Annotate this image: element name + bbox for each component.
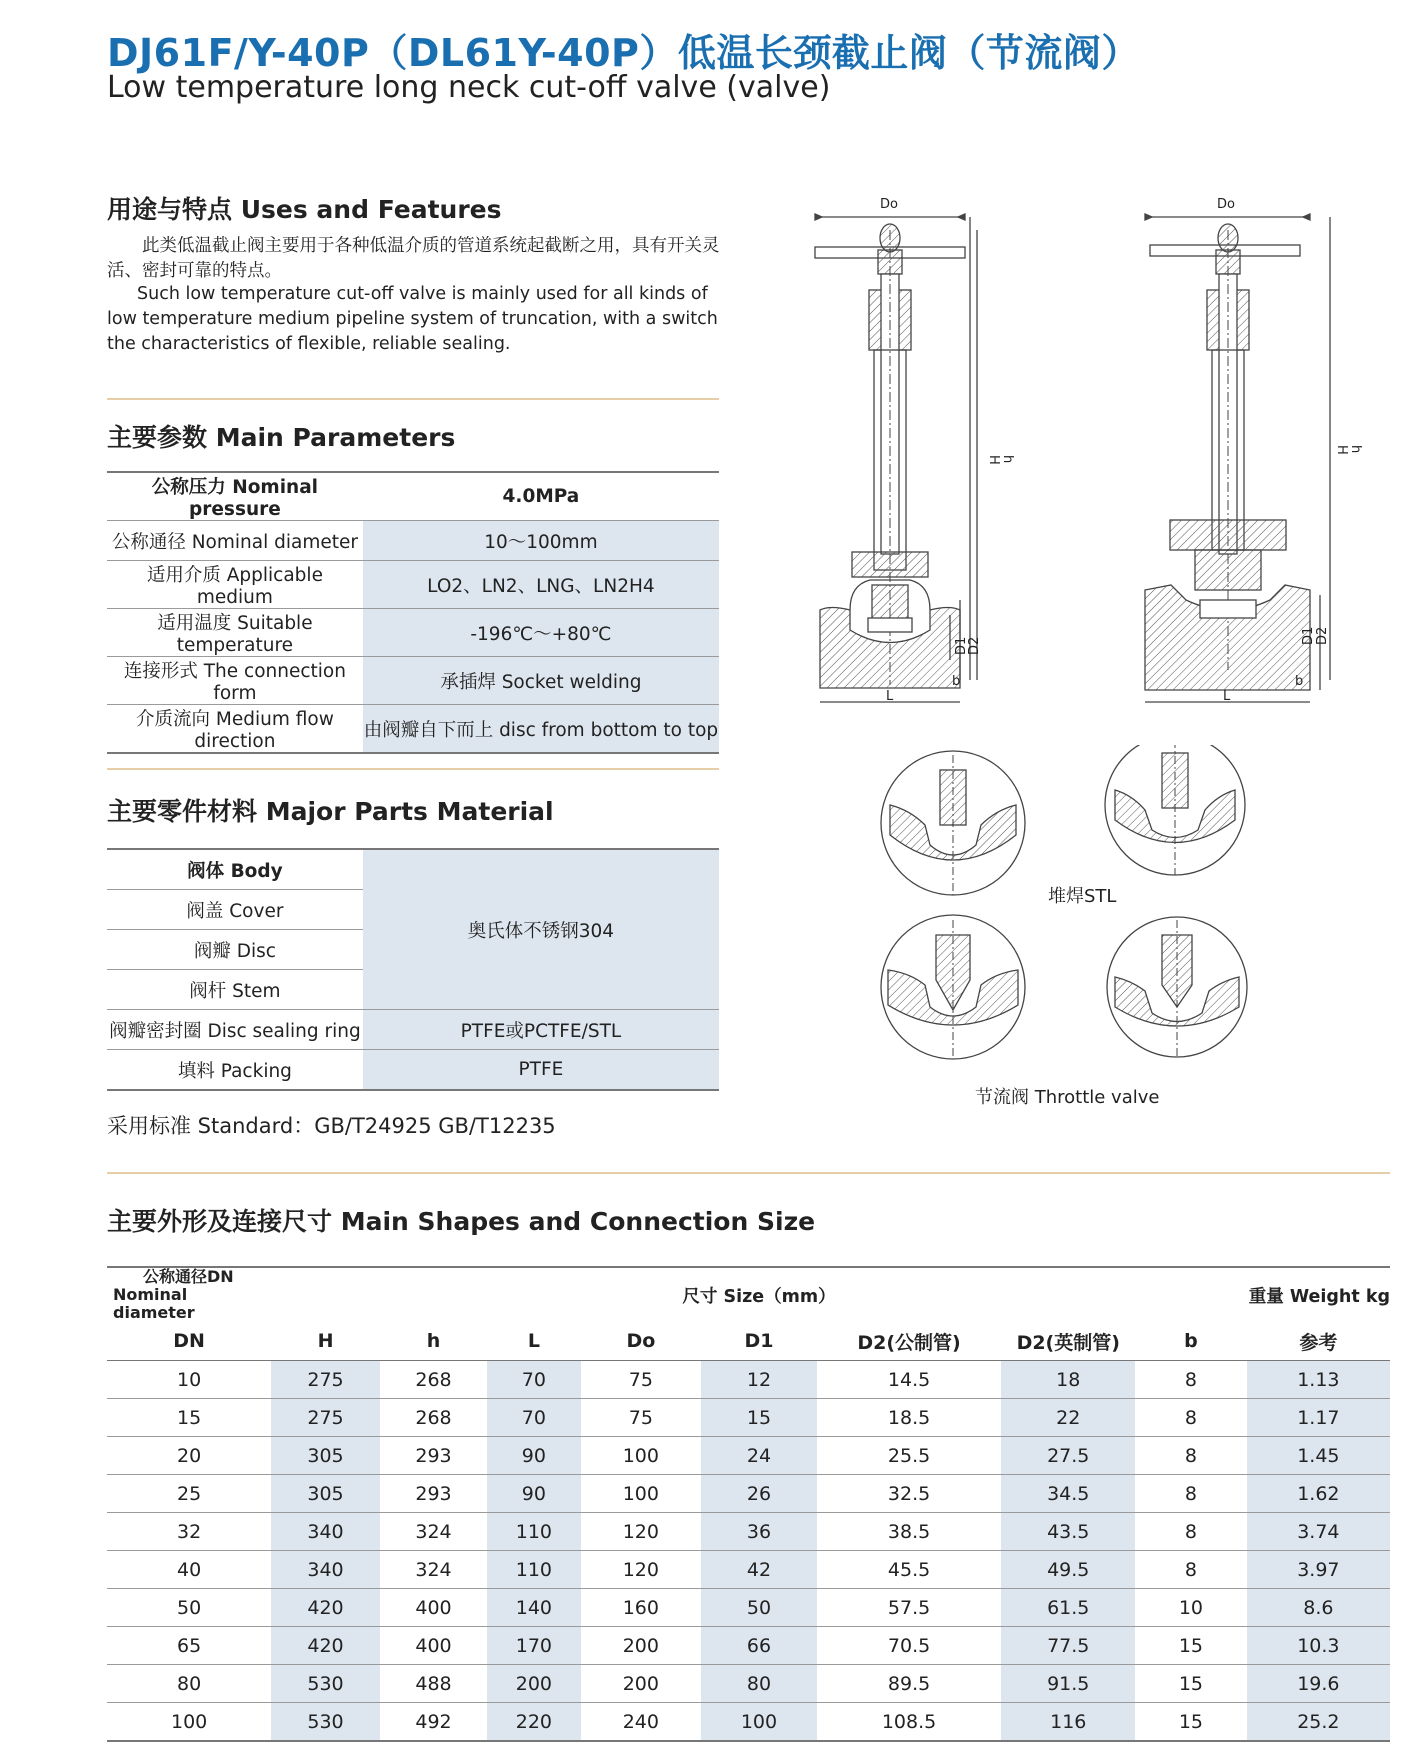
table-cell: 1.17: [1247, 1399, 1390, 1437]
section-divider: [107, 768, 719, 770]
table-cell: 8: [1135, 1513, 1247, 1551]
table-cell: 8: [1135, 1361, 1247, 1399]
param-label: 公称压力 Nominal pressure: [107, 472, 363, 521]
material-part: 阀盖 Cover: [107, 890, 363, 930]
section-divider: [107, 398, 719, 400]
param-value: 由阀瓣自下而上 disc from bottom to top: [363, 705, 719, 754]
table-row: [107, 1513, 1390, 1551]
table-cell: 22: [1001, 1399, 1135, 1437]
table-cell: 15: [1135, 1627, 1247, 1665]
table-cell: 170: [487, 1627, 580, 1665]
table-cell: 90: [487, 1437, 580, 1475]
dim-b-label: b: [952, 674, 961, 689]
table-cell: 38.5: [817, 1513, 1002, 1551]
material-part: 阀体 Body: [107, 849, 363, 890]
table-cell: 75: [581, 1399, 702, 1437]
params-heading: 主要参数 Main Parameters: [107, 423, 456, 452]
material-value: PTFE或PCTFE/STL: [363, 1010, 719, 1050]
detail-throttle-2: [1107, 917, 1247, 1057]
params-row: [107, 657, 719, 705]
param-value: 10～100mm: [363, 521, 719, 561]
table-cell: 36: [701, 1513, 817, 1551]
table-cell: 400: [380, 1589, 487, 1627]
col-header: L: [487, 1322, 580, 1361]
table-cell: 15: [107, 1399, 271, 1437]
materials-table: [107, 848, 719, 1091]
dim-H-label: H: [986, 455, 1001, 465]
size-table: [107, 1266, 1390, 1742]
table-cell: 80: [107, 1665, 271, 1703]
table-cell: 530: [271, 1703, 380, 1742]
caption-stl: 堆焊STL: [1048, 886, 1117, 907]
nominal-diameter-header: [107, 1267, 271, 1322]
params-row: [107, 472, 719, 521]
materials-heading: 主要零件材料 Major Parts Material: [107, 797, 554, 826]
material-part: 阀瓣密封圈 Disc sealing ring: [107, 1010, 363, 1050]
size-heading: 主要外形及连接尺寸 Main Shapes and Connection Size: [107, 1207, 816, 1236]
table-cell: 32: [107, 1513, 271, 1551]
table-cell: 19.6: [1247, 1665, 1390, 1703]
table-cell: 27.5: [1001, 1437, 1135, 1475]
table-cell: 65: [107, 1627, 271, 1665]
table-cell: 24: [701, 1437, 817, 1475]
dim-D2-label: D2: [1315, 626, 1330, 645]
seat-detail-drawings: [870, 745, 1280, 1075]
table-cell: 66: [701, 1627, 817, 1665]
table-cell: 34.5: [1001, 1475, 1135, 1513]
table-cell: 89.5: [817, 1665, 1002, 1703]
page-subtitle: Low temperature long neck cut-off valve (valve): [107, 70, 831, 105]
table-cell: 200: [581, 1665, 702, 1703]
table-cell: 1.13: [1247, 1361, 1390, 1399]
param-label: 适用温度 Suitable temperature: [107, 609, 363, 657]
dim-H-label: H: [1334, 445, 1349, 455]
table-cell: 18: [1001, 1361, 1135, 1399]
table-cell: 100: [701, 1703, 817, 1742]
table-cell: 70: [487, 1361, 580, 1399]
param-value: 承插焊 Socket welding: [363, 657, 719, 705]
dim-D1-label: D1: [954, 636, 969, 655]
table-cell: 8: [1135, 1399, 1247, 1437]
table-row: [107, 1475, 1390, 1513]
col-header: h: [380, 1322, 487, 1361]
table-cell: 25.2: [1247, 1703, 1390, 1742]
page-title: DJ61F/Y-40P（DL61Y-40P）低温长颈截止阀（节流阀）: [107, 31, 1140, 75]
table-cell: 200: [581, 1627, 702, 1665]
table-cell: 120: [581, 1551, 702, 1589]
params-table: [107, 471, 719, 754]
table-cell: 8.6: [1247, 1589, 1390, 1627]
table-row: [107, 1703, 1390, 1742]
table-cell: 8: [1135, 1437, 1247, 1475]
table-cell: 200: [487, 1665, 580, 1703]
params-row: [107, 561, 719, 609]
size-table-body: [107, 1361, 1390, 1742]
valve-drawing-left: [815, 214, 977, 702]
table-cell: 293: [380, 1437, 487, 1475]
size-header-row: [107, 1322, 1390, 1361]
table-cell: 340: [271, 1551, 380, 1589]
table-cell: 100: [107, 1703, 271, 1742]
table-cell: 10: [107, 1361, 271, 1399]
table-cell: 90: [487, 1475, 580, 1513]
material-part: 阀杆 Stem: [107, 970, 363, 1010]
table-row: [107, 1627, 1390, 1665]
table-row: [107, 1551, 1390, 1589]
nominal-cn: 公称通径DN: [143, 1267, 234, 1286]
param-label: 介质流向 Medium flow direction: [107, 705, 363, 754]
size-group-header: 尺寸 Size（mm）: [271, 1267, 1246, 1322]
materials-row: [107, 849, 719, 890]
params-row: [107, 521, 719, 561]
table-cell: 108.5: [817, 1703, 1002, 1742]
table-row: [107, 1437, 1390, 1475]
material-value: PTFE: [363, 1050, 719, 1091]
table-cell: 45.5: [817, 1551, 1002, 1589]
table-cell: 110: [487, 1551, 580, 1589]
col-header: D1: [701, 1322, 817, 1361]
table-cell: 80: [701, 1665, 817, 1703]
valve-drawings: [790, 190, 1410, 730]
col-header: DN: [107, 1322, 271, 1361]
table-cell: 275: [271, 1399, 380, 1437]
section-divider: [107, 1172, 1390, 1174]
table-cell: 57.5: [817, 1589, 1002, 1627]
table-cell: 40: [107, 1551, 271, 1589]
param-label: 适用介质 Applicable medium: [107, 561, 363, 609]
table-cell: 1.62: [1247, 1475, 1390, 1513]
detail-stl-2: [1105, 745, 1245, 875]
table-cell: 268: [380, 1361, 487, 1399]
table-cell: 120: [581, 1513, 702, 1551]
dim-do-label: Do: [1217, 197, 1235, 212]
param-label: 连接形式 The connection form: [107, 657, 363, 705]
material-part: 阀瓣 Disc: [107, 930, 363, 970]
table-cell: 305: [271, 1475, 380, 1513]
param-value: -196℃～+80℃: [363, 609, 719, 657]
uses-en-text: Such low temperature cut-off valve is mainly used for all kinds of low temperature medium pipeline system of truncation, with a switch the characteristics of flexible, reliable sealing.: [107, 284, 718, 354]
table-cell: 50: [107, 1589, 271, 1627]
table-cell: 324: [380, 1551, 487, 1589]
table-cell: 42: [701, 1551, 817, 1589]
table-cell: 61.5: [1001, 1589, 1135, 1627]
uses-cn-text: 此类低温截止阀主要用于各种低温介质的管道系统起截断之用，具有开关灵活、密封可靠的特点。: [107, 236, 720, 281]
param-value: 4.0MPa: [363, 472, 719, 521]
size-header-group-row: [107, 1267, 1390, 1322]
dim-L-label: L: [1223, 689, 1231, 704]
table-cell: 140: [487, 1589, 580, 1627]
table-cell: 1.45: [1247, 1437, 1390, 1475]
table-cell: 10.3: [1247, 1627, 1390, 1665]
table-cell: 49.5: [1001, 1551, 1135, 1589]
table-cell: 77.5: [1001, 1627, 1135, 1665]
materials-row: [107, 1050, 719, 1091]
table-cell: 8: [1135, 1551, 1247, 1589]
table-cell: 18.5: [817, 1399, 1002, 1437]
weight-group-header: 重量 Weight kg: [1247, 1267, 1390, 1322]
nominal-en: Nominal diameter: [113, 1285, 195, 1322]
param-value: LO2、LN2、LNG、LN2H4: [363, 561, 719, 609]
materials-row: [107, 1010, 719, 1050]
table-cell: 420: [271, 1589, 380, 1627]
params-row: [107, 705, 719, 754]
table-cell: 488: [380, 1665, 487, 1703]
col-header: b: [1135, 1322, 1247, 1361]
caption-throttle: 节流阀 Throttle valve: [975, 1087, 1160, 1108]
param-label: 公称通径 Nominal diameter: [107, 521, 363, 561]
table-row: [107, 1589, 1390, 1627]
detail-throttle-1: [881, 915, 1025, 1059]
dim-D2-label: D2: [967, 636, 982, 655]
col-header: 参考: [1247, 1322, 1390, 1361]
table-cell: 15: [701, 1399, 817, 1437]
table-cell: 3.74: [1247, 1513, 1390, 1551]
col-header: Do: [581, 1322, 702, 1361]
table-cell: 116: [1001, 1703, 1135, 1742]
table-cell: 100: [581, 1437, 702, 1475]
table-cell: 492: [380, 1703, 487, 1742]
table-cell: 324: [380, 1513, 487, 1551]
dim-h-label: h: [1348, 445, 1363, 454]
table-cell: 10: [1135, 1589, 1247, 1627]
table-cell: 70: [487, 1399, 580, 1437]
table-cell: 50: [701, 1589, 817, 1627]
dim-L-label: L: [886, 689, 894, 704]
table-cell: 15: [1135, 1703, 1247, 1742]
table-cell: 3.97: [1247, 1551, 1390, 1589]
dim-D1-label: D1: [1301, 626, 1316, 645]
table-cell: 25.5: [817, 1437, 1002, 1475]
table-cell: 15: [1135, 1665, 1247, 1703]
table-cell: 420: [271, 1627, 380, 1665]
col-header: D2(公制管): [817, 1322, 1002, 1361]
col-header: H: [271, 1322, 380, 1361]
uses-heading: 用途与特点 Uses and Features: [107, 195, 502, 224]
table-cell: 100: [581, 1475, 702, 1513]
material-part: 填料 Packing: [107, 1050, 363, 1091]
standard-text: 采用标准 Standard：GB/T24925 GB/T12235: [107, 1114, 556, 1138]
col-header: D2(英制管): [1001, 1322, 1135, 1361]
table-cell: 160: [581, 1589, 702, 1627]
material-merged-value: 奥氏体不锈钢304: [363, 849, 719, 1010]
table-cell: 275: [271, 1361, 380, 1399]
dim-b-label: b: [1295, 674, 1304, 689]
dim-do-label: Do: [880, 197, 898, 212]
table-cell: 25: [107, 1475, 271, 1513]
table-row: [107, 1399, 1390, 1437]
table-cell: 340: [271, 1513, 380, 1551]
table-cell: 20: [107, 1437, 271, 1475]
table-cell: 75: [581, 1361, 702, 1399]
table-cell: 12: [701, 1361, 817, 1399]
table-cell: 32.5: [817, 1475, 1002, 1513]
table-row: [107, 1665, 1390, 1703]
table-cell: 110: [487, 1513, 580, 1551]
table-cell: 240: [581, 1703, 702, 1742]
table-cell: 14.5: [817, 1361, 1002, 1399]
detail-stl-1: [881, 751, 1025, 895]
table-cell: 530: [271, 1665, 380, 1703]
table-cell: 8: [1135, 1475, 1247, 1513]
table-cell: 43.5: [1001, 1513, 1135, 1551]
table-cell: 70.5: [817, 1627, 1002, 1665]
table-cell: 293: [380, 1475, 487, 1513]
table-cell: 26: [701, 1475, 817, 1513]
table-cell: 220: [487, 1703, 580, 1742]
table-cell: 268: [380, 1399, 487, 1437]
table-cell: 305: [271, 1437, 380, 1475]
table-row: [107, 1361, 1390, 1399]
params-row: [107, 609, 719, 657]
table-cell: 91.5: [1001, 1665, 1135, 1703]
dim-h-label: h: [1000, 455, 1015, 464]
table-cell: 400: [380, 1627, 487, 1665]
